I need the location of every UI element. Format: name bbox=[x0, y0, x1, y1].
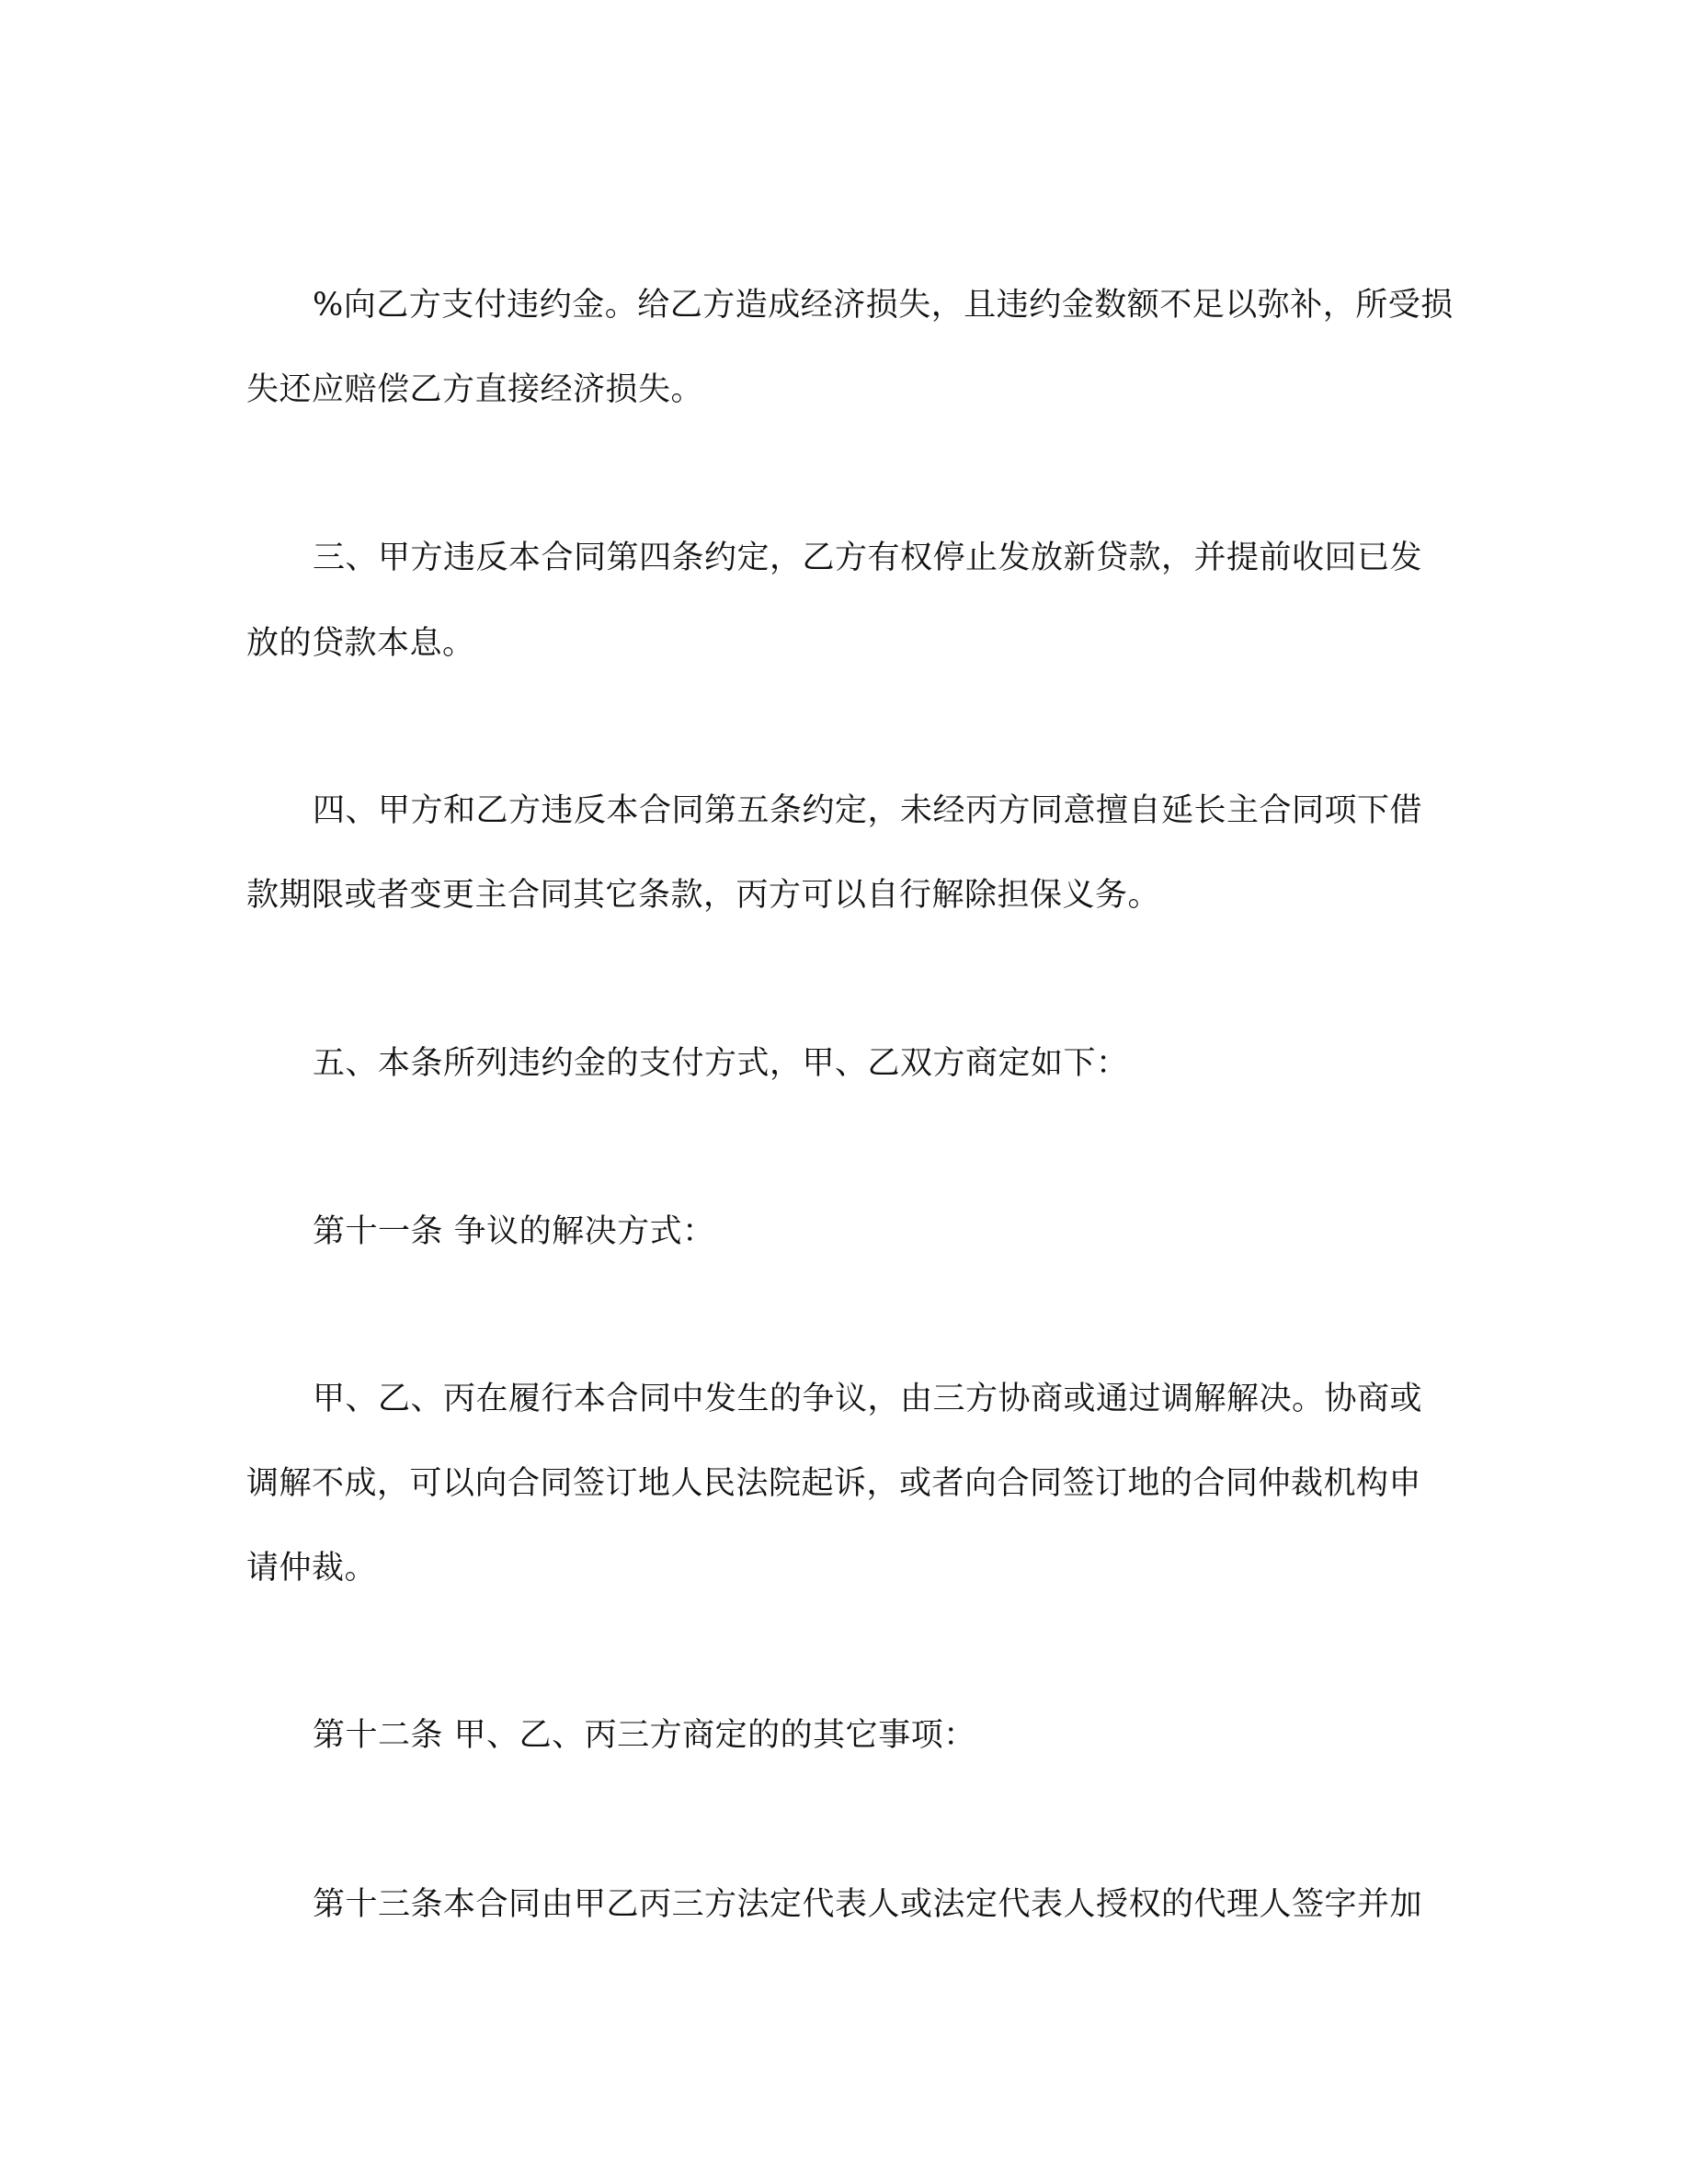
text-line: 第十三条本合同由甲乙丙三方法定代表人或法定代表人授权的代理人签字并加 bbox=[313, 1886, 1423, 1923]
text-line: 五、本条所列违约金的支付方式，甲、乙双方商定如下： bbox=[313, 1045, 1129, 1082]
text-line: 甲、乙、丙在履行本合同中发生的争议，由三方协商或通过调解解决。协商或 bbox=[313, 1381, 1423, 1417]
text-line: 款期限或者变更主合同其它条款，丙方可以自行解除担保义务。 bbox=[246, 877, 1161, 914]
text-line: 调解不成，可以向合同签订地人民法院起诉，或者向合同签订地的合同仲裁机构申 bbox=[246, 1465, 1422, 1502]
text-line: 请仲裁。 bbox=[246, 1550, 378, 1587]
text-line: 四、甲方和乙方违反本合同第五条约定，未经丙方同意擅自延长主合同项下借 bbox=[313, 792, 1423, 829]
section-heading: 第十一条 争议的解决方式： bbox=[313, 1213, 715, 1250]
text-line: 放的贷款本息。 bbox=[246, 625, 475, 662]
text-line: 失还应赔偿乙方直接经济损失。 bbox=[246, 371, 704, 408]
section-heading: 第十二条 甲、乙、丙三方商定的的其它事项： bbox=[313, 1717, 976, 1754]
text-line: %向乙方支付违约金。给乙方造成经济损失，且违约金数额不足以弥补，所受损 bbox=[313, 287, 1454, 324]
text-line: 三、甲方违反本合同第四条约定，乙方有权停止发放新贷款，并提前收回已发 bbox=[313, 540, 1423, 576]
